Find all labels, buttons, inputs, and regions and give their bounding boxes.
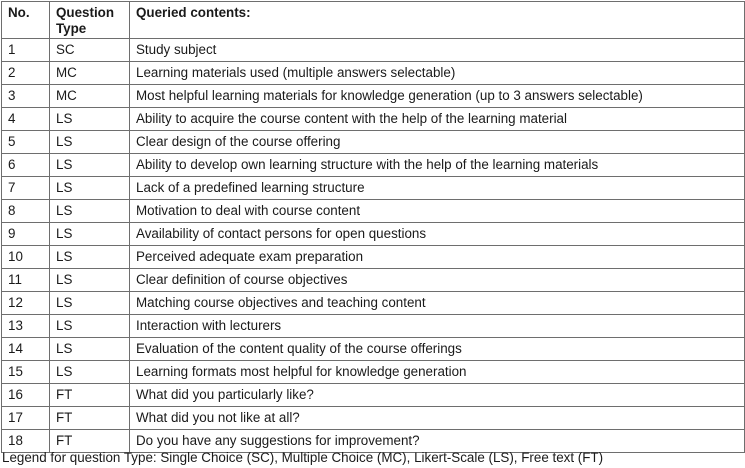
cell-no: 10: [2, 246, 50, 269]
cell-question-type: FT: [50, 384, 130, 407]
header-question-type: [50, 2, 130, 39]
cell-question-type: LS: [50, 338, 130, 361]
table-row: [2, 131, 745, 154]
cell-no: 6: [2, 154, 50, 177]
cell-queried-content: Learning formats most helpful for knowledge generation: [130, 361, 745, 384]
cell-no: 7: [2, 177, 50, 200]
cell-question-type: LS: [50, 177, 130, 200]
table-body: [2, 39, 745, 453]
cell-question-type: SC: [50, 39, 130, 62]
cell-queried-content: Ability to develop own learning structure with the help of the learning materials: [130, 154, 745, 177]
table-row: [2, 269, 745, 292]
header-question-type-line2: Type: [56, 21, 87, 36]
table-row: [2, 108, 745, 131]
cell-question-type: MC: [50, 62, 130, 85]
table-row: [2, 200, 745, 223]
table-row: [2, 177, 745, 200]
cell-queried-content: What did you particularly like?: [130, 384, 745, 407]
cell-no: 11: [2, 269, 50, 292]
cell-question-type: LS: [50, 269, 130, 292]
cell-no: 14: [2, 338, 50, 361]
table-row: [2, 292, 745, 315]
table-row: [2, 315, 745, 338]
cell-no: 8: [2, 200, 50, 223]
table-row: [2, 384, 745, 407]
cell-queried-content: What did you not like at all?: [130, 407, 745, 430]
header-queried-contents: Queried contents:: [130, 2, 745, 39]
cell-no: 1: [2, 39, 50, 62]
table-row: [2, 85, 745, 108]
cell-queried-content: Motivation to deal with course content: [130, 200, 745, 223]
table-row: [2, 62, 745, 85]
cell-queried-content: Perceived adequate exam preparation: [130, 246, 745, 269]
cell-question-type: LS: [50, 108, 130, 131]
table-legend: Legend for question Type: Single Choice (SC), Multiple Choice (MC), Likert-Scale (LS), Free text (FT): [2, 450, 604, 465]
cell-question-type: LS: [50, 361, 130, 384]
cell-queried-content: Interaction with lecturers: [130, 315, 745, 338]
table-row: [2, 246, 745, 269]
cell-question-type: LS: [50, 223, 130, 246]
header-no: No.: [2, 2, 50, 39]
table-row: [2, 223, 745, 246]
cell-no: 2: [2, 62, 50, 85]
header-question-type-line1: Question: [56, 5, 115, 20]
cell-no: 15: [2, 361, 50, 384]
cell-queried-content: Most helpful learning materials for knowledge generation (up to 3 answers selectable): [130, 85, 745, 108]
table-row: [2, 361, 745, 384]
cell-question-type: LS: [50, 131, 130, 154]
cell-question-type: LS: [50, 292, 130, 315]
cell-question-type: MC: [50, 85, 130, 108]
cell-queried-content: Clear definition of course objectives: [130, 269, 745, 292]
cell-no: 18: [2, 430, 50, 453]
table-row: [2, 154, 745, 177]
cell-queried-content: Matching course objectives and teaching content: [130, 292, 745, 315]
cell-no: 9: [2, 223, 50, 246]
cell-question-type: LS: [50, 200, 130, 223]
cell-no: 16: [2, 384, 50, 407]
cell-no: 4: [2, 108, 50, 131]
cell-queried-content: Learning materials used (multiple answers selectable): [130, 62, 745, 85]
cell-queried-content: Ability to acquire the course content with the help of the learning material: [130, 108, 745, 131]
cell-question-type: LS: [50, 246, 130, 269]
cell-queried-content: Clear design of the course offering: [130, 131, 745, 154]
cell-question-type: LS: [50, 315, 130, 338]
cell-queried-content: Do you have any suggestions for improvement?: [130, 430, 745, 453]
cell-no: 17: [2, 407, 50, 430]
cell-no: 12: [2, 292, 50, 315]
table-row: [2, 338, 745, 361]
questionnaire-table: [1, 1, 745, 453]
cell-queried-content: Study subject: [130, 39, 745, 62]
cell-no: 3: [2, 85, 50, 108]
cell-no: 13: [2, 315, 50, 338]
cell-queried-content: Lack of a predefined learning structure: [130, 177, 745, 200]
cell-queried-content: Availability of contact persons for open questions: [130, 223, 745, 246]
table-row: [2, 39, 745, 62]
cell-queried-content: Evaluation of the content quality of the course offerings: [130, 338, 745, 361]
cell-no: 5: [2, 131, 50, 154]
cell-question-type: FT: [50, 430, 130, 453]
table-row: [2, 407, 745, 430]
table-header-row: [2, 2, 745, 39]
cell-question-type: LS: [50, 154, 130, 177]
cell-question-type: FT: [50, 407, 130, 430]
